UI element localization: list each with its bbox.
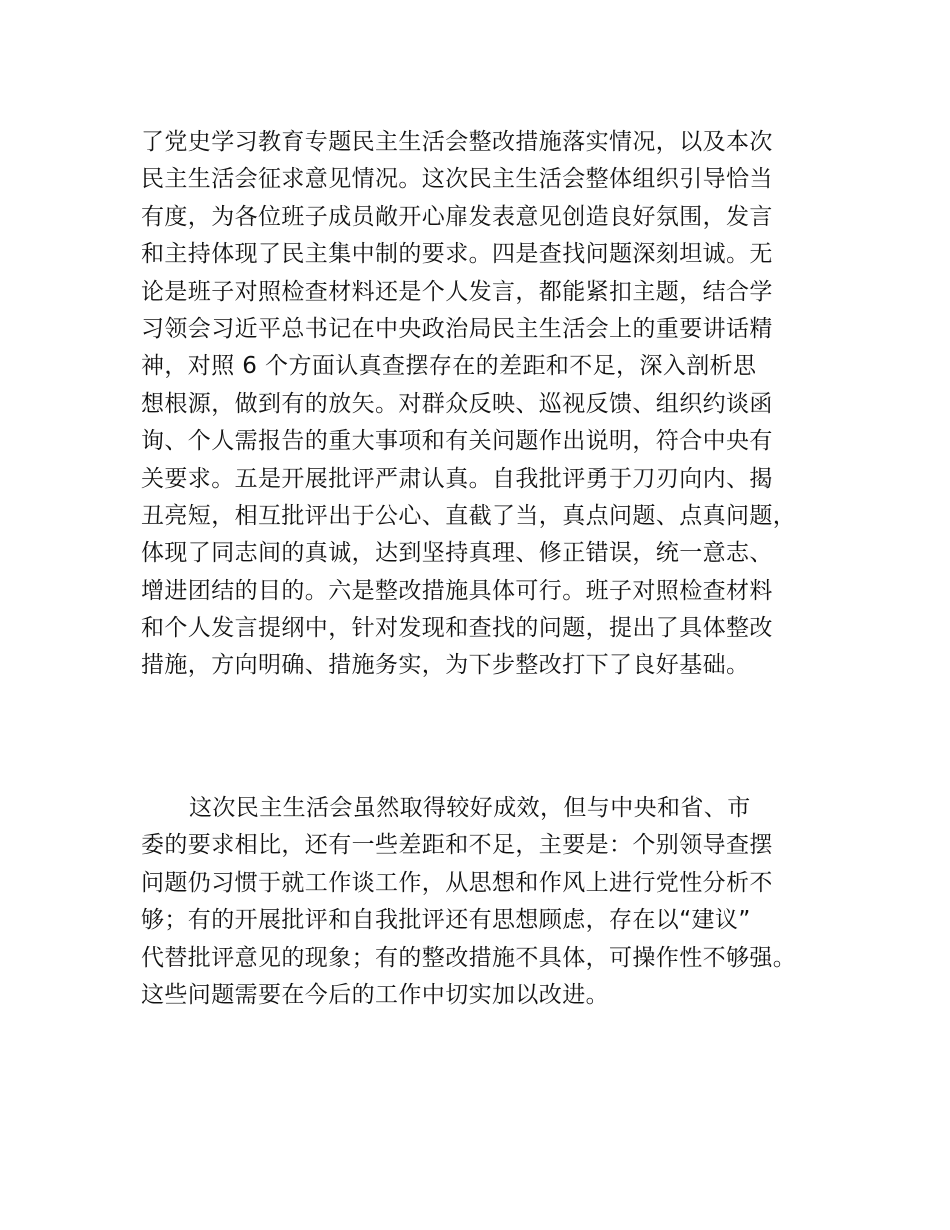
text-line: 想根源，做到有的放矢。对群众反映、巡视反馈、组织约谈函 [141,390,773,417]
text-line: 增进团结的目的。六是整改措施具体可行。班子对照检查材料 [141,577,773,604]
text-line: 措施，方向明确、措施务实，为下步整改打下了良好基础。 [141,652,750,679]
text-line: 了党史学习教育专题民主生活会整改措施落实情况，以及本次 [141,129,773,155]
text-line: 民主生活会征求意见情况。这次民主生活会整体组织引导恰当 [141,166,773,193]
text-line: 委的要求相比，还有一些差距和不足，主要是：个别领导查摆 [141,832,773,859]
text-line: 体现了同志间的真诚，达到坚持真理、修正错误，统一意志、 [141,540,773,567]
text-line: 有度，为各位班子成员敞开心扉发表意见创造良好氛围，发言 [141,203,773,230]
text-line: 关要求。五是开展批评严肃认真。自我批评勇于刀刃向内、揭 [141,465,773,492]
paragraph-2 [141,790,841,1014]
paragraph-1 [141,124,841,685]
text-line: 代替批评意见的现象；有的整改措施不具体，可操作性不够强。 [141,944,797,971]
text-line: 够；有的开展批评和自我批评还有思想顾虑，存在以“建议” [141,907,751,934]
text-line: 神，对照 6 个方面认真查摆存在的差距和不足，深入剖析思 [141,353,757,380]
text-line: 询、个人需报告的重大事项和有关问题作出说明，符合中央有 [141,428,773,455]
text-line: 和主持体现了民主集中制的要求。四是查找问题深刻坦诚。无 [141,241,773,268]
text-line: 这次民主生活会虽然取得较好成效，但与中央和省、市 [189,795,751,821]
text-line: 这些问题需要在今后的工作中切实加以改进。 [141,981,609,1008]
text-line: 问题仍习惯于就工作谈工作，从思想和作风上进行党性分析不 [141,869,773,896]
text-line: 丑亮短，相互批评出于公心、直截了当，真点问题、点真问题， [141,502,797,529]
text-line: 和个人发言提纲中，针对发现和查找的问题，提出了具体整改 [141,615,773,642]
text-line: 论是班子对照检查材料还是个人发言，都能紧扣主题，结合学 [141,278,773,305]
text-line: 习领会习近平总书记在中央政治局民主生活会上的重要讲话精 [141,315,773,342]
